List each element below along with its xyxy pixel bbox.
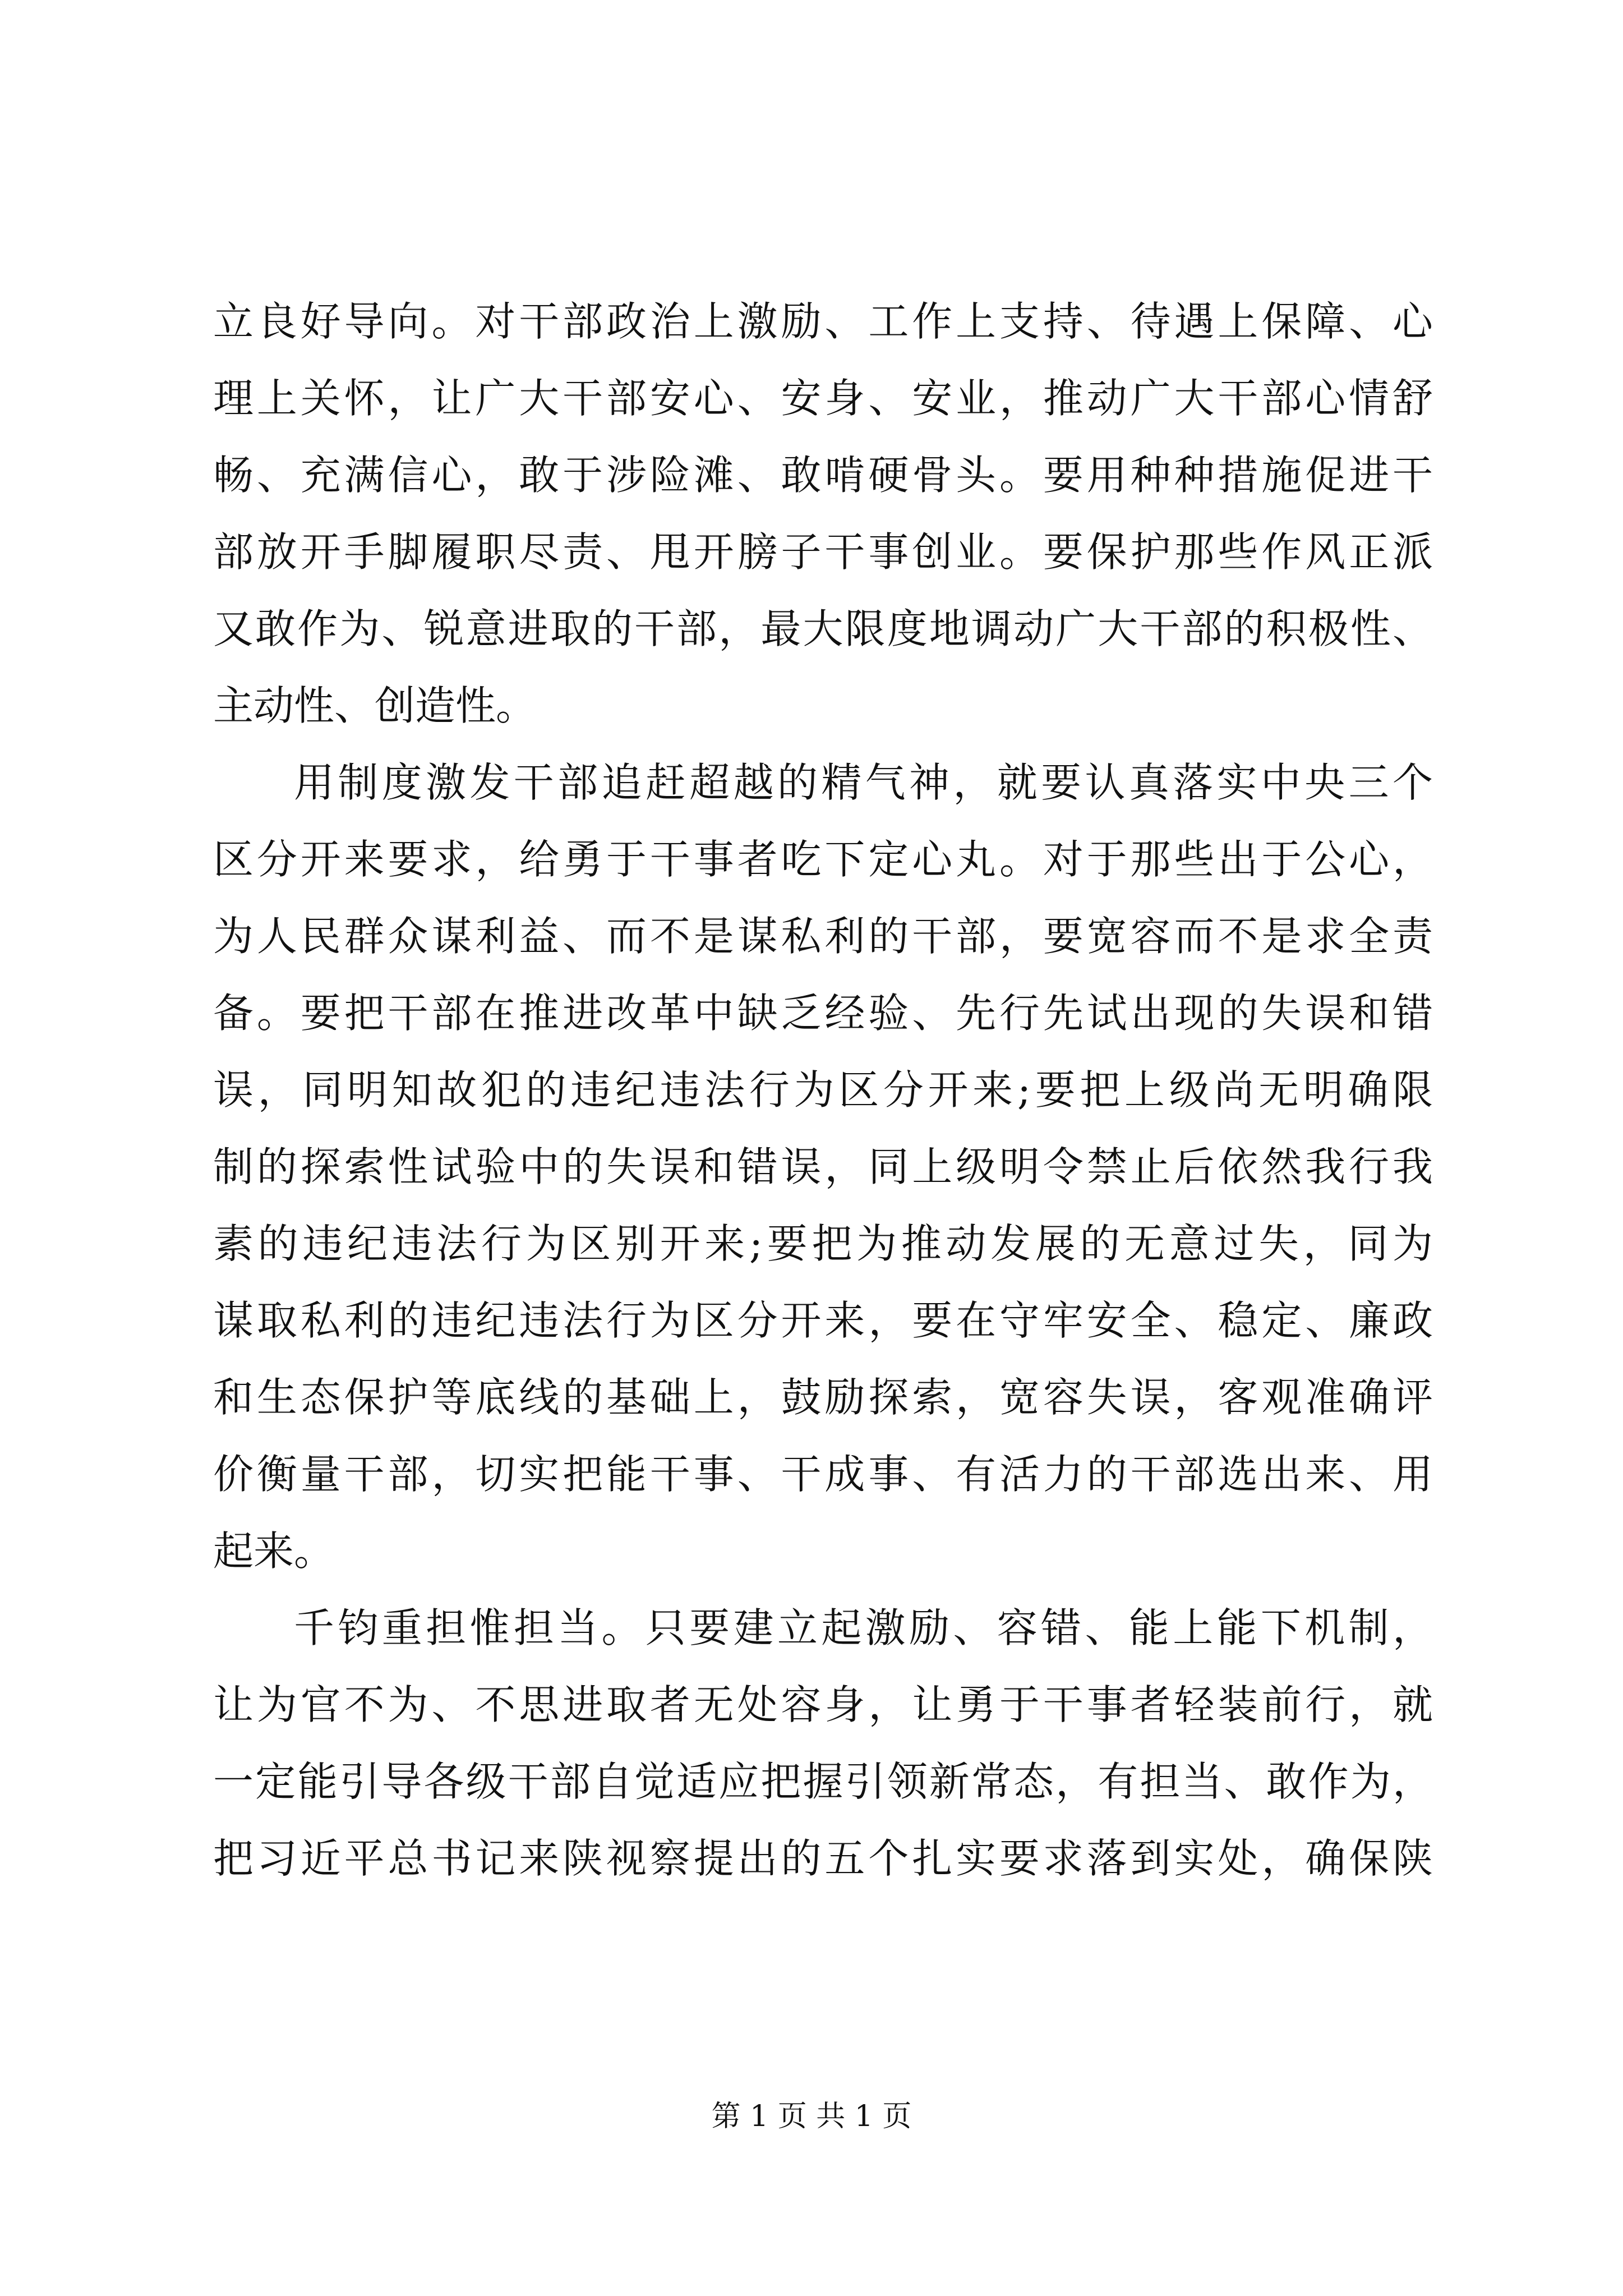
text-line: 用制度激发干部追赶超越的精气神，就要认真落实中央三个 [294, 759, 1433, 806]
text-line: 制的探索性试验中的失误和错误，同上级明令禁止后依然我行我 [213, 1143, 1433, 1190]
paragraph [213, 283, 1433, 744]
text-line: 和生态保护等底线的基础上，鼓励探索，宽容失误，客观准确评 [213, 1374, 1433, 1421]
text-line: 主动性、创造性。 [213, 682, 537, 729]
text-line: 误，同明知故犯的违纪违法行为区分开来;要把上级尚无明确限 [213, 1066, 1433, 1114]
text-line: 价衡量干部，切实把能干事、干成事、有活力的干部选出来、用 [213, 1451, 1433, 1498]
text-line: 又敢作为、锐意进取的干部，最大限度地调动广大干部的积极性、 [213, 605, 1433, 652]
text-line: 备。要把干部在推进改革中缺乏经验、先行先试出现的失误和错 [213, 990, 1433, 1037]
text-line: 一定能引导各级干部自觉适应把握引领新常态，有担当、敢作为， [213, 1758, 1433, 1805]
text-line: 起来。 [213, 1527, 335, 1575]
text-line: 千钧重担惟担当。只要建立起激励、容错、能上能下机制， [294, 1604, 1433, 1651]
text-line: 为人民群众谋利益、而不是谋私利的干部，要宽容而不是求全责 [213, 913, 1433, 960]
text-line: 部放开手脚履职尽责、甩开膀子干事创业。要保护那些作风正派 [213, 528, 1433, 576]
text-line: 理上关怀，让广大干部安心、安身、安业，推动广大干部心情舒 [213, 375, 1433, 422]
text-line: 素的违纪违法行为区别开来;要把为推动发展的无意过失，同为 [213, 1220, 1433, 1267]
document-body [213, 283, 1433, 1897]
text-line: 把习近平总书记来陕视察提出的五个扎实要求落到实处，确保陕 [213, 1835, 1433, 1882]
paragraph [213, 744, 1433, 1590]
page-footer: 第 1 页 共 1 页 [711, 2100, 912, 2133]
text-line: 让为官不为、不思进取者无处容身，让勇于干事者轻装前行，就 [213, 1681, 1433, 1728]
text-line: 区分开来要求，给勇于干事者吃下定心丸。对于那些出于公心， [213, 836, 1433, 883]
paragraph [213, 1590, 1433, 1897]
text-line: 立良好导向。对干部政治上激励、工作上支持、待遇上保障、心 [213, 298, 1433, 345]
text-line: 谋取私利的违纪违法行为区分开来，要在守牢安全、稳定、廉政 [213, 1297, 1433, 1344]
text-line: 畅、充满信心，敢于涉险滩、敢啃硬骨头。要用种种措施促进干 [213, 452, 1433, 499]
